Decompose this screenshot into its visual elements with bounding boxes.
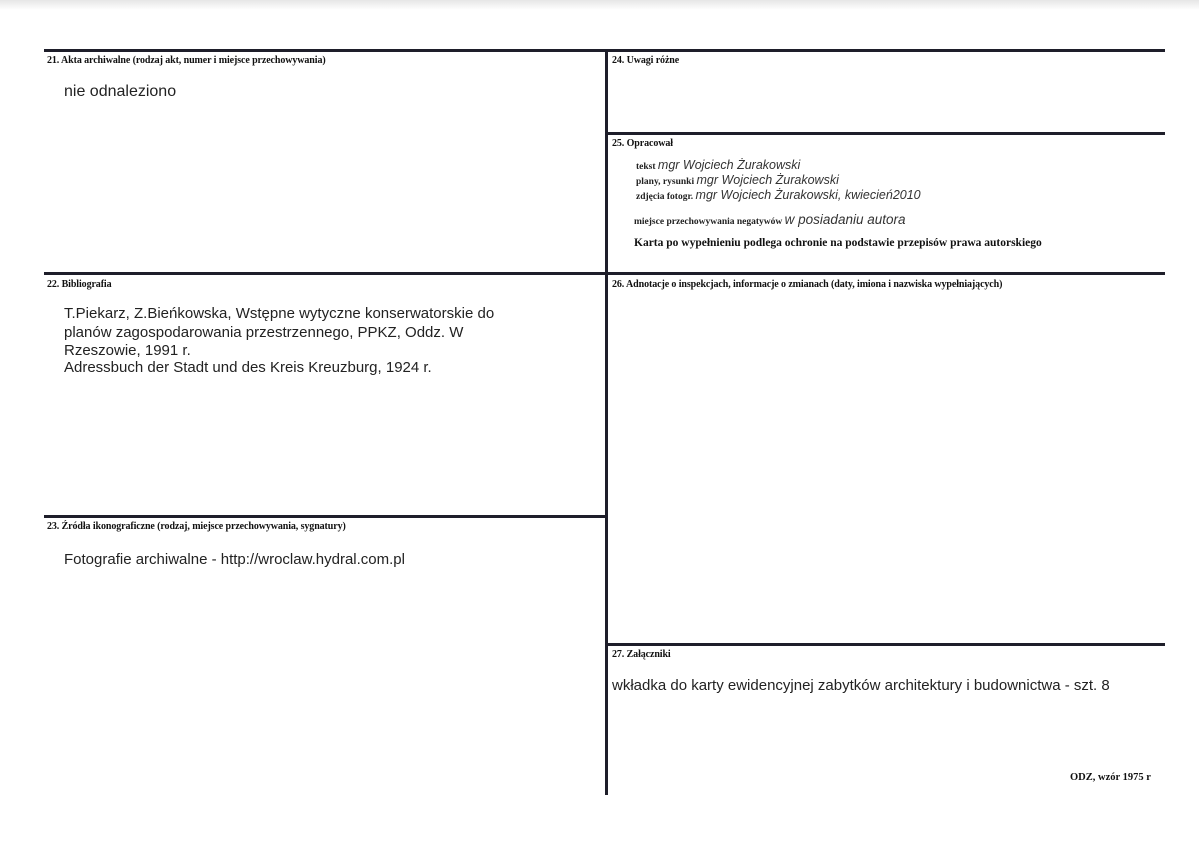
author-plans-label: plany, rysunki xyxy=(636,177,695,187)
bibliography-line: T.Piekarz, Z.Bieńkowska, Wstępne wytyczne konserwatorskie do xyxy=(64,305,495,322)
author-text-value: mgr Wojciech Żurakowski xyxy=(657,158,801,172)
author-text-label: tekst xyxy=(636,162,656,172)
rule-24-25 xyxy=(606,132,1165,135)
author-text-row xyxy=(636,158,800,172)
bibliography-line: planów zagospodarowania przestrzennego, PPKZ, Oddz. W xyxy=(64,324,464,341)
section-25-heading: 25. Opracował xyxy=(612,138,673,149)
rule-26-27 xyxy=(606,643,1165,646)
section-21-heading: 21. Akta archiwalne (rodzaj akt, numer i miejsce przechowywania) xyxy=(47,55,326,66)
bibliography-line: Adressbuch der Stadt und des Kreis Kreuzburg, 1924 r. xyxy=(64,359,432,376)
section-23-heading: 23. Źródła ikonograficzne (rodzaj, miejsce przechowywania, sygnatury) xyxy=(47,521,346,532)
section-22-heading: 22. Bibliografia xyxy=(47,279,112,290)
center-divider xyxy=(605,49,608,795)
author-photos-value: mgr Wojciech Żurakowski, kwiecień2010 xyxy=(695,188,921,202)
author-photos-row xyxy=(636,188,921,202)
author-photos-label: zdjęcia fotogr. xyxy=(636,192,694,202)
bibliography-line: Rzeszowie, 1991 r. xyxy=(64,342,191,359)
author-plans-row xyxy=(636,173,839,187)
section-24-heading: 24. Uwagi różne xyxy=(612,55,680,66)
archival-records-value: nie odnaleziono xyxy=(64,83,177,100)
section-26-heading: 26. Adnotacje o inspekcjach, informacje o zmianach (daty, imiona i nazwiska wypełniających) xyxy=(612,279,1003,290)
attachments-value: wkładka do karty ewidencyjnej zabytków architektury i budownictwa - szt. 8 xyxy=(612,677,1110,694)
negatives-location-label: miejsce przechowywania negatywów xyxy=(634,217,783,227)
scan-edge-shadow xyxy=(0,0,1199,10)
rule-row2 xyxy=(44,272,1165,275)
rule-22-23 xyxy=(44,515,607,518)
negatives-location-value: w posiadaniu autora xyxy=(784,212,906,227)
form-template-label: ODZ, wzór 1975 r xyxy=(1070,772,1151,783)
section-27-heading: 27. Załączniki xyxy=(612,649,671,660)
copyright-notice: Karta po wypełnieniu podlega ochronie na podstawie przepisów prawa autorskiego xyxy=(634,237,1042,249)
negatives-location-row xyxy=(634,212,906,227)
author-plans-value: mgr Wojciech Żurakowski xyxy=(696,173,839,187)
iconographic-sources-value: Fotografie archiwalne - http://wroclaw.hydral.com.pl xyxy=(64,551,405,568)
